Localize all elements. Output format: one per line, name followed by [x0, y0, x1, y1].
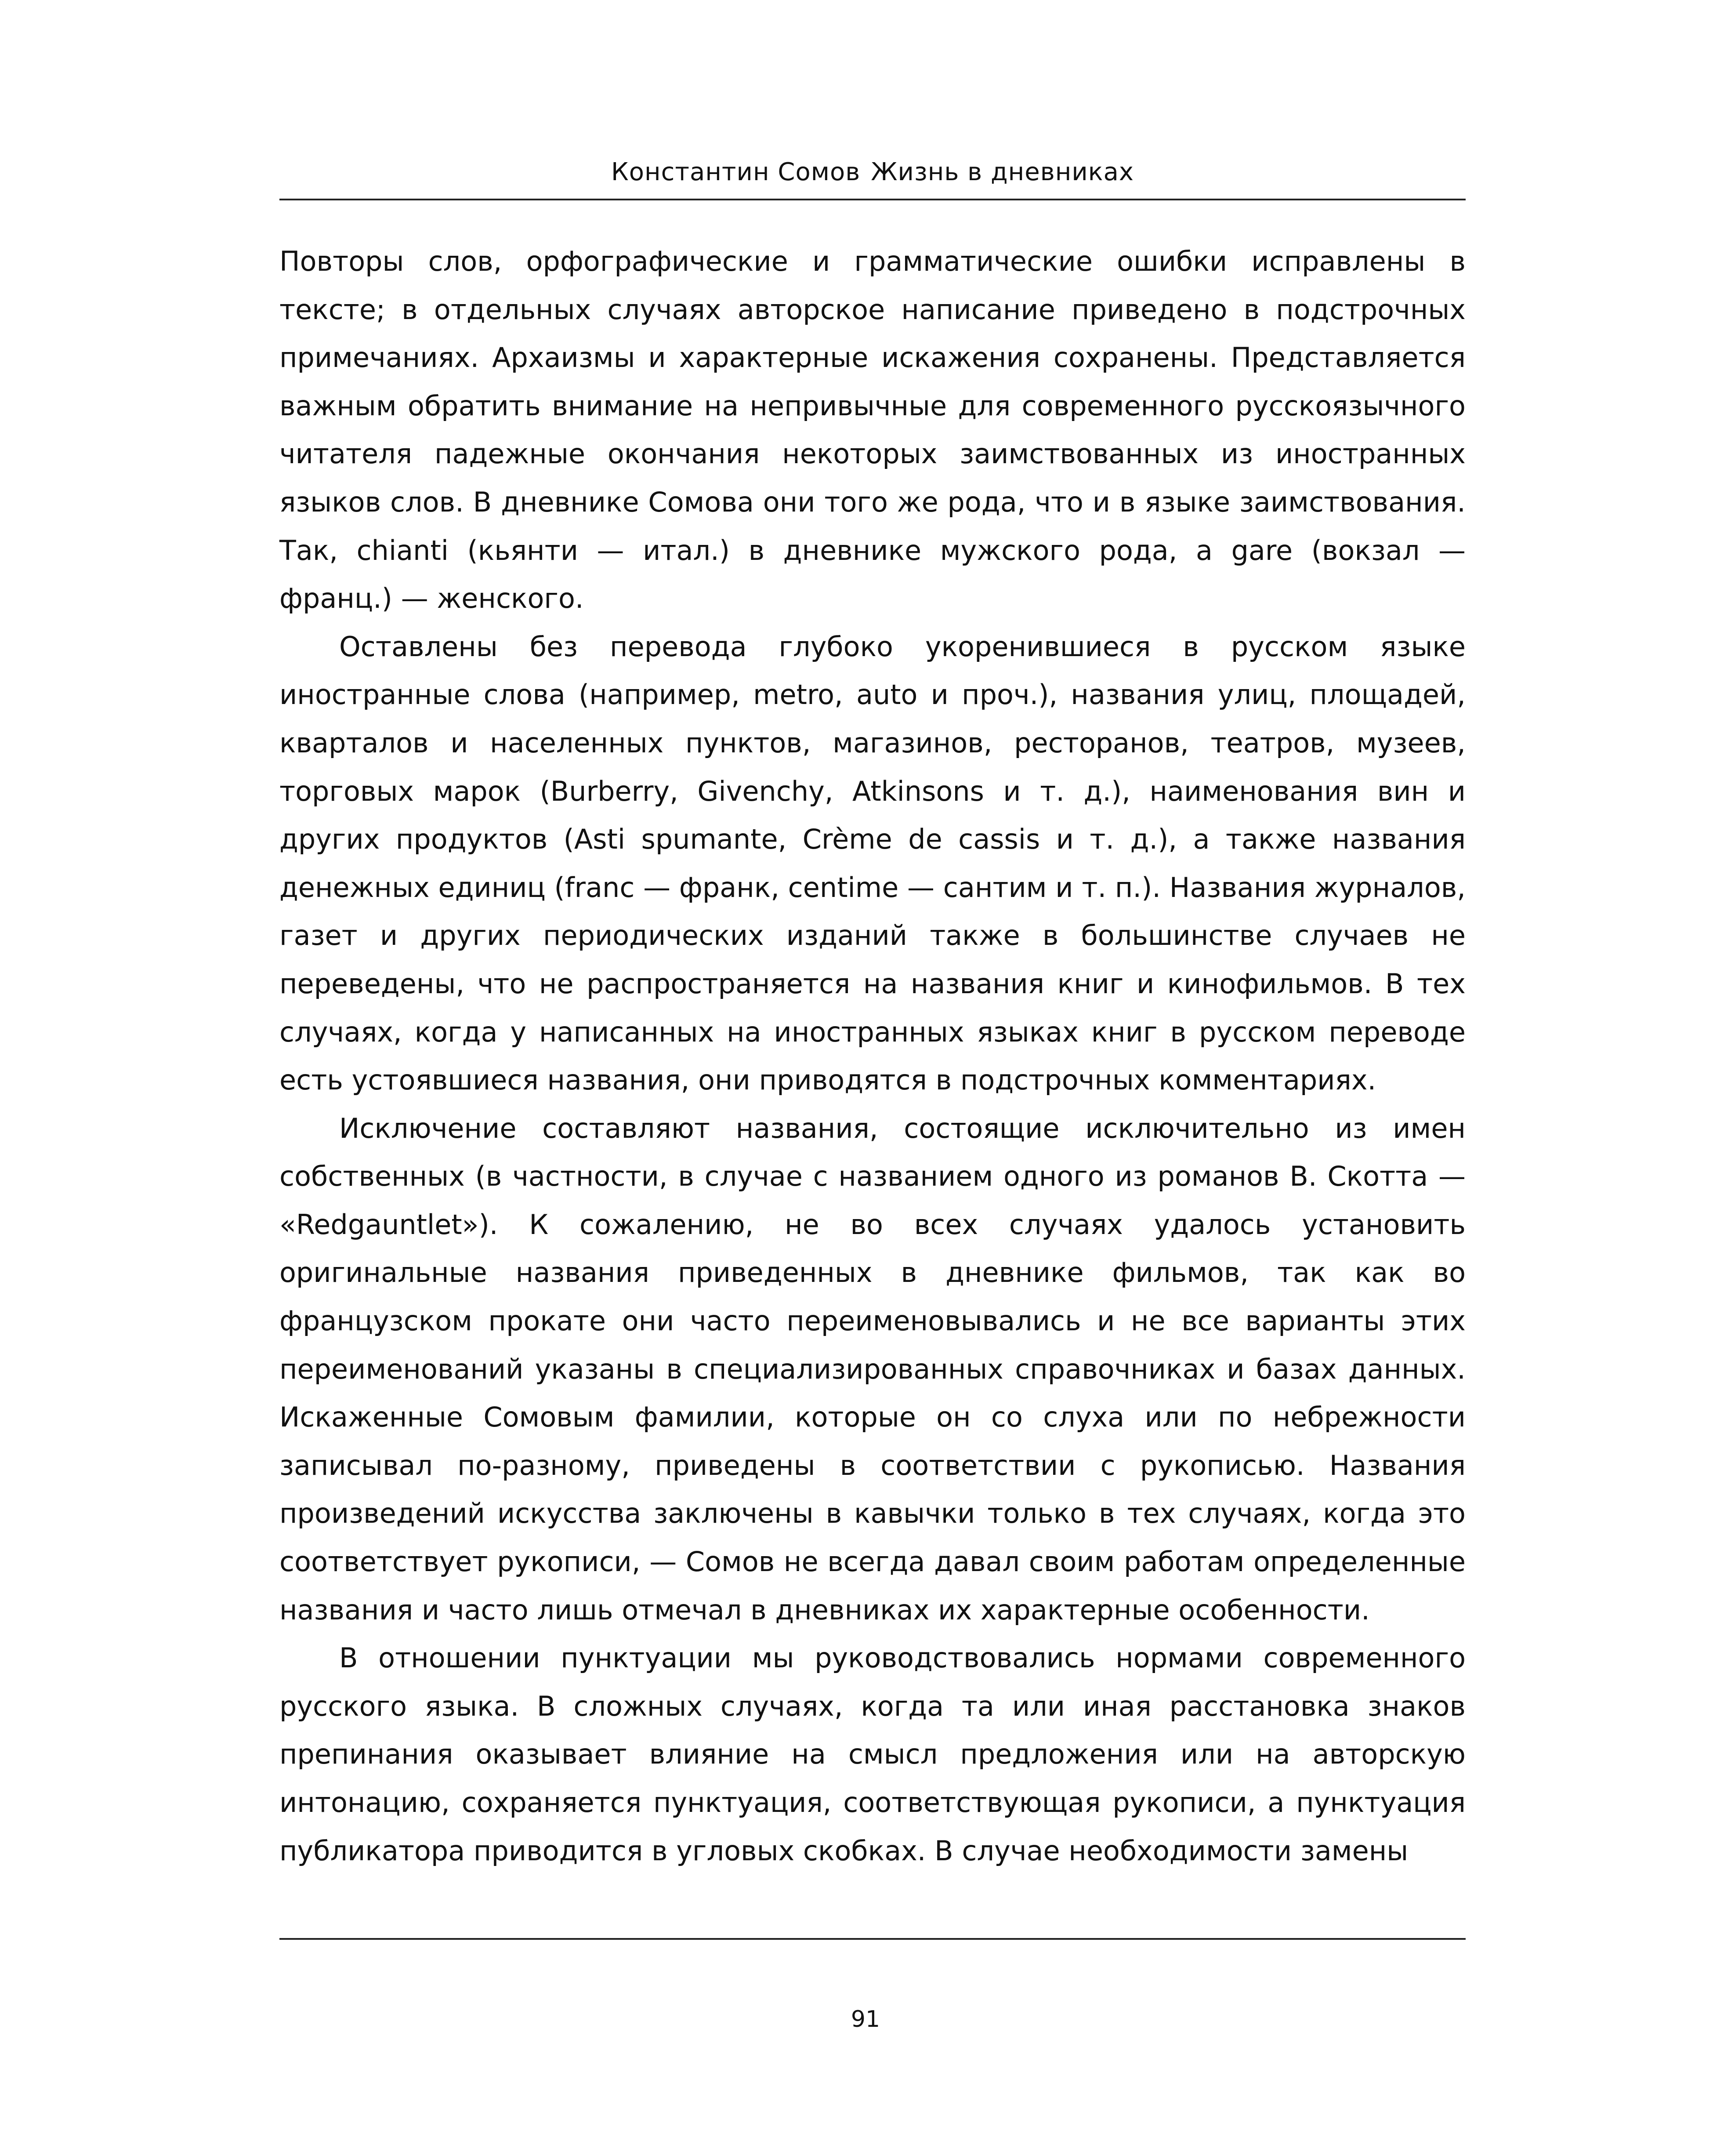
running-head-author: Константин Сомов [611, 158, 861, 186]
running-head-title: Жизнь в дневниках [871, 158, 1134, 186]
body-text [279, 237, 1466, 1875]
page-number: 91 [851, 2006, 880, 2033]
paragraph-1: Повторы слов, орфографические и грамматические ошибки исправлены в тексте; в отдельных случаях авторское написание приведено в подстрочных примечаниях. Архаизмы и характерные искажения сохранены. Представляется важным обратить внимание на непривычные для современного русскоязычного читателя падежные окончания некоторых заимствованных из иностранных языков слов. В дневнике Сомова они того же рода, что и в языке заимствования. Так, chianti (кьянти — итал.) в дневнике мужского рода, а gare (вокзал — франц.) — женского. [279, 245, 1466, 615]
paragraph-4: В отношении пунктуации мы руководствовались нормами современного русского языка. В сложных случаях, когда та или иная расстановка знаков препинания оказывает влияние на смысл предложения или на авторскую интонацию, сохраняется пунктуация, соответствующая рукописи, а пунктуация публикатора приводится в угловых скобках. В случае необходимости замены [279, 1642, 1466, 1867]
paragraph-2: Оставлены без перевода глубоко укоренившиеся в русском языке иностранные слова (например, metro, auto и проч.), названия улиц, площадей, кварталов и населенных пунктов, магазинов, ресторанов, театров, музеев, торговых марок (Burberry, Givenchy, Atkinsons и т. д.), наименования вин и других продуктов (Asti spumante, Crème de cassis и т. д.), а также названия денежных единиц (franc — франк, centime — сантим и т. п.). Названия журналов, газет и других периодических изданий также в большинстве случаев не переведены, что не распространяется на названия книг и кинофильмов. В тех случаях, когда у написанных на иностранных языках книг в русском переводе есть устоявшиеся названия, они приводятся в подстрочных комментариях. [279, 630, 1466, 1096]
running-head [279, 155, 1466, 190]
footer-rule [279, 1938, 1466, 1940]
header-rule [279, 199, 1466, 200]
paragraph-3: Исключение составляют названия, состоящие исключительно из имен собственных (в частности, в случае с названием одного из романов В. Скотта — «Redgauntlet»). К сожалению, не во всех случаях удалось установить оригинальные названия приведенных в дневнике фильмов, так как во французском прокате они часто переименовывались и не все варианты этих переименований указаны в специализированных справочниках и базах данных. Искаженные Сомовым фамилии, которые он со слуха или по небрежности записывал по-разному, приведены в соответствии с рукописью. Названия произведений искусства заключены в кавычки только в тех случаях, когда это соответствует рукописи, — Сомов не всегда давал своим работам определенные названия и часто лишь отмечал в дневниках их характерные особенности. [279, 1112, 1466, 1626]
